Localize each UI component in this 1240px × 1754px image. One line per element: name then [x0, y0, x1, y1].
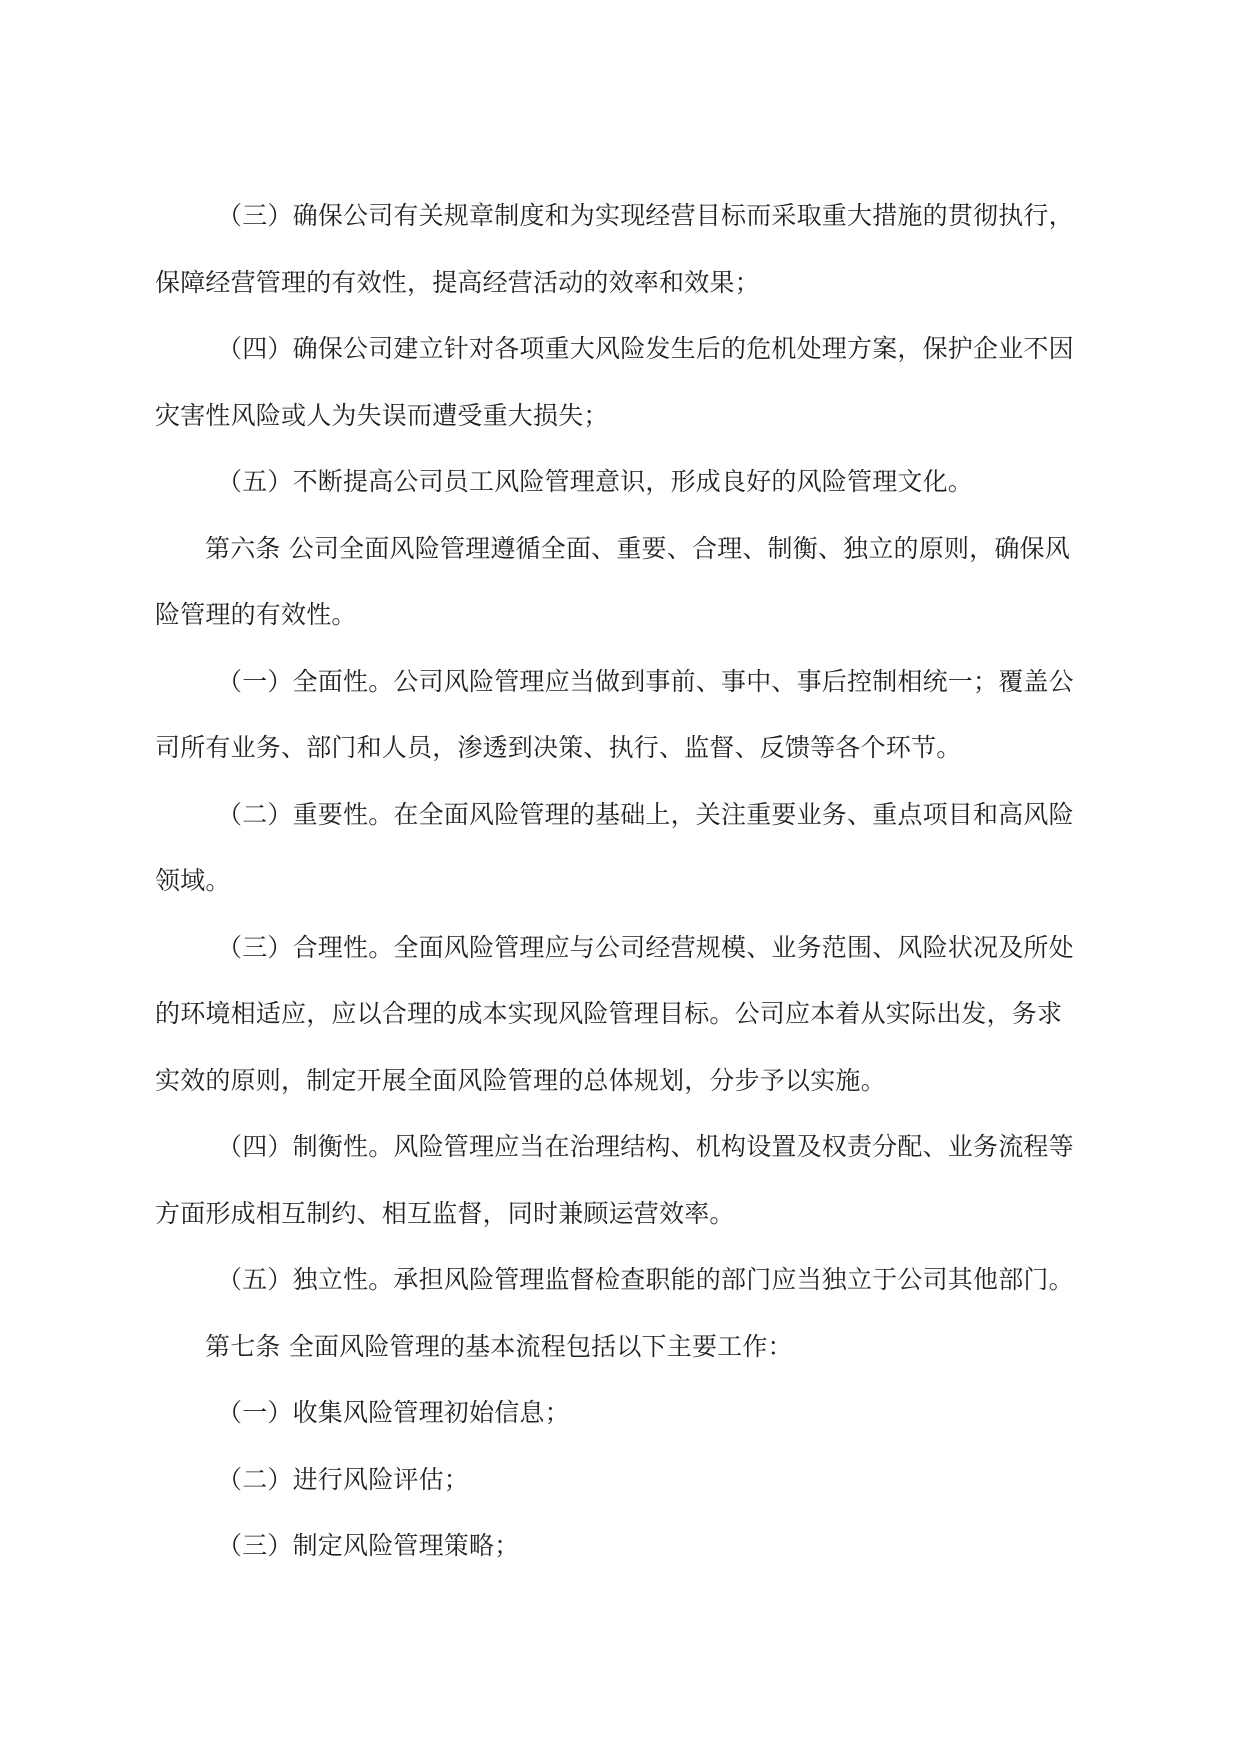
- text-line: （二）进行风险评估；: [217, 1464, 470, 1494]
- text-line: （三）确保公司有关规章制度和为实现经营目标而采取重大措施的贯彻执行，: [217, 201, 1074, 230]
- text-line: （五）独立性。承担风险管理监督检查职能的部门应当独立于公司其他部门。: [217, 1265, 1074, 1294]
- article-heading-line: 第六条 公司全面风险管理遵循全面、重要、合理、制衡、独立的原则，确保风: [205, 533, 1070, 563]
- text-line: （三）合理性。全面风险管理应与公司经营规模、业务范围、风险状况及所处: [217, 932, 1074, 962]
- text-line: 方面形成相互制约、相互监督，同时兼顾运营效率。: [155, 1198, 735, 1228]
- text-line: （三）制定风险管理策略；: [217, 1531, 520, 1560]
- text-line: （四）确保公司建立针对各项重大风险发生后的危机处理方案，保护企业不因: [217, 334, 1074, 363]
- text-line: 险管理的有效性。: [155, 600, 357, 629]
- text-line: （一）全面性。公司风险管理应当做到事前、事中、事后控制相统一；覆盖公: [217, 666, 1074, 696]
- text-line: （四）制衡性。风险管理应当在治理结构、机构设置及权责分配、业务流程等: [217, 1132, 1074, 1161]
- text-line: 领域。: [155, 866, 231, 895]
- text-line: 的环境相适应，应以合理的成本实现风险管理目标。公司应本着从实际出发，务求: [155, 999, 1063, 1028]
- text-line: （一）收集风险管理初始信息；: [217, 1398, 570, 1427]
- document-body: [155, 183, 1074, 1580]
- text-line: （二）重要性。在全面风险管理的基础上，关注重要业务、重点项目和高风险: [217, 799, 1074, 829]
- text-line: 司所有业务、部门和人员，渗透到决策、执行、监督、反馈等各个环节。: [155, 733, 962, 762]
- text-line: （五）不断提高公司员工风险管理意识，形成良好的风险管理文化。: [217, 467, 974, 496]
- article-heading-line: 第七条 全面风险管理的基本流程包括以下主要工作：: [205, 1331, 793, 1361]
- text-line: 灾害性风险或人为失误而遭受重大损失；: [155, 400, 609, 430]
- text-line: 实效的原则，制定开展全面风险管理的总体规划，分步予以实施。: [155, 1065, 886, 1095]
- text-line: 保障经营管理的有效性，提高经营活动的效率和效果；: [155, 267, 760, 297]
